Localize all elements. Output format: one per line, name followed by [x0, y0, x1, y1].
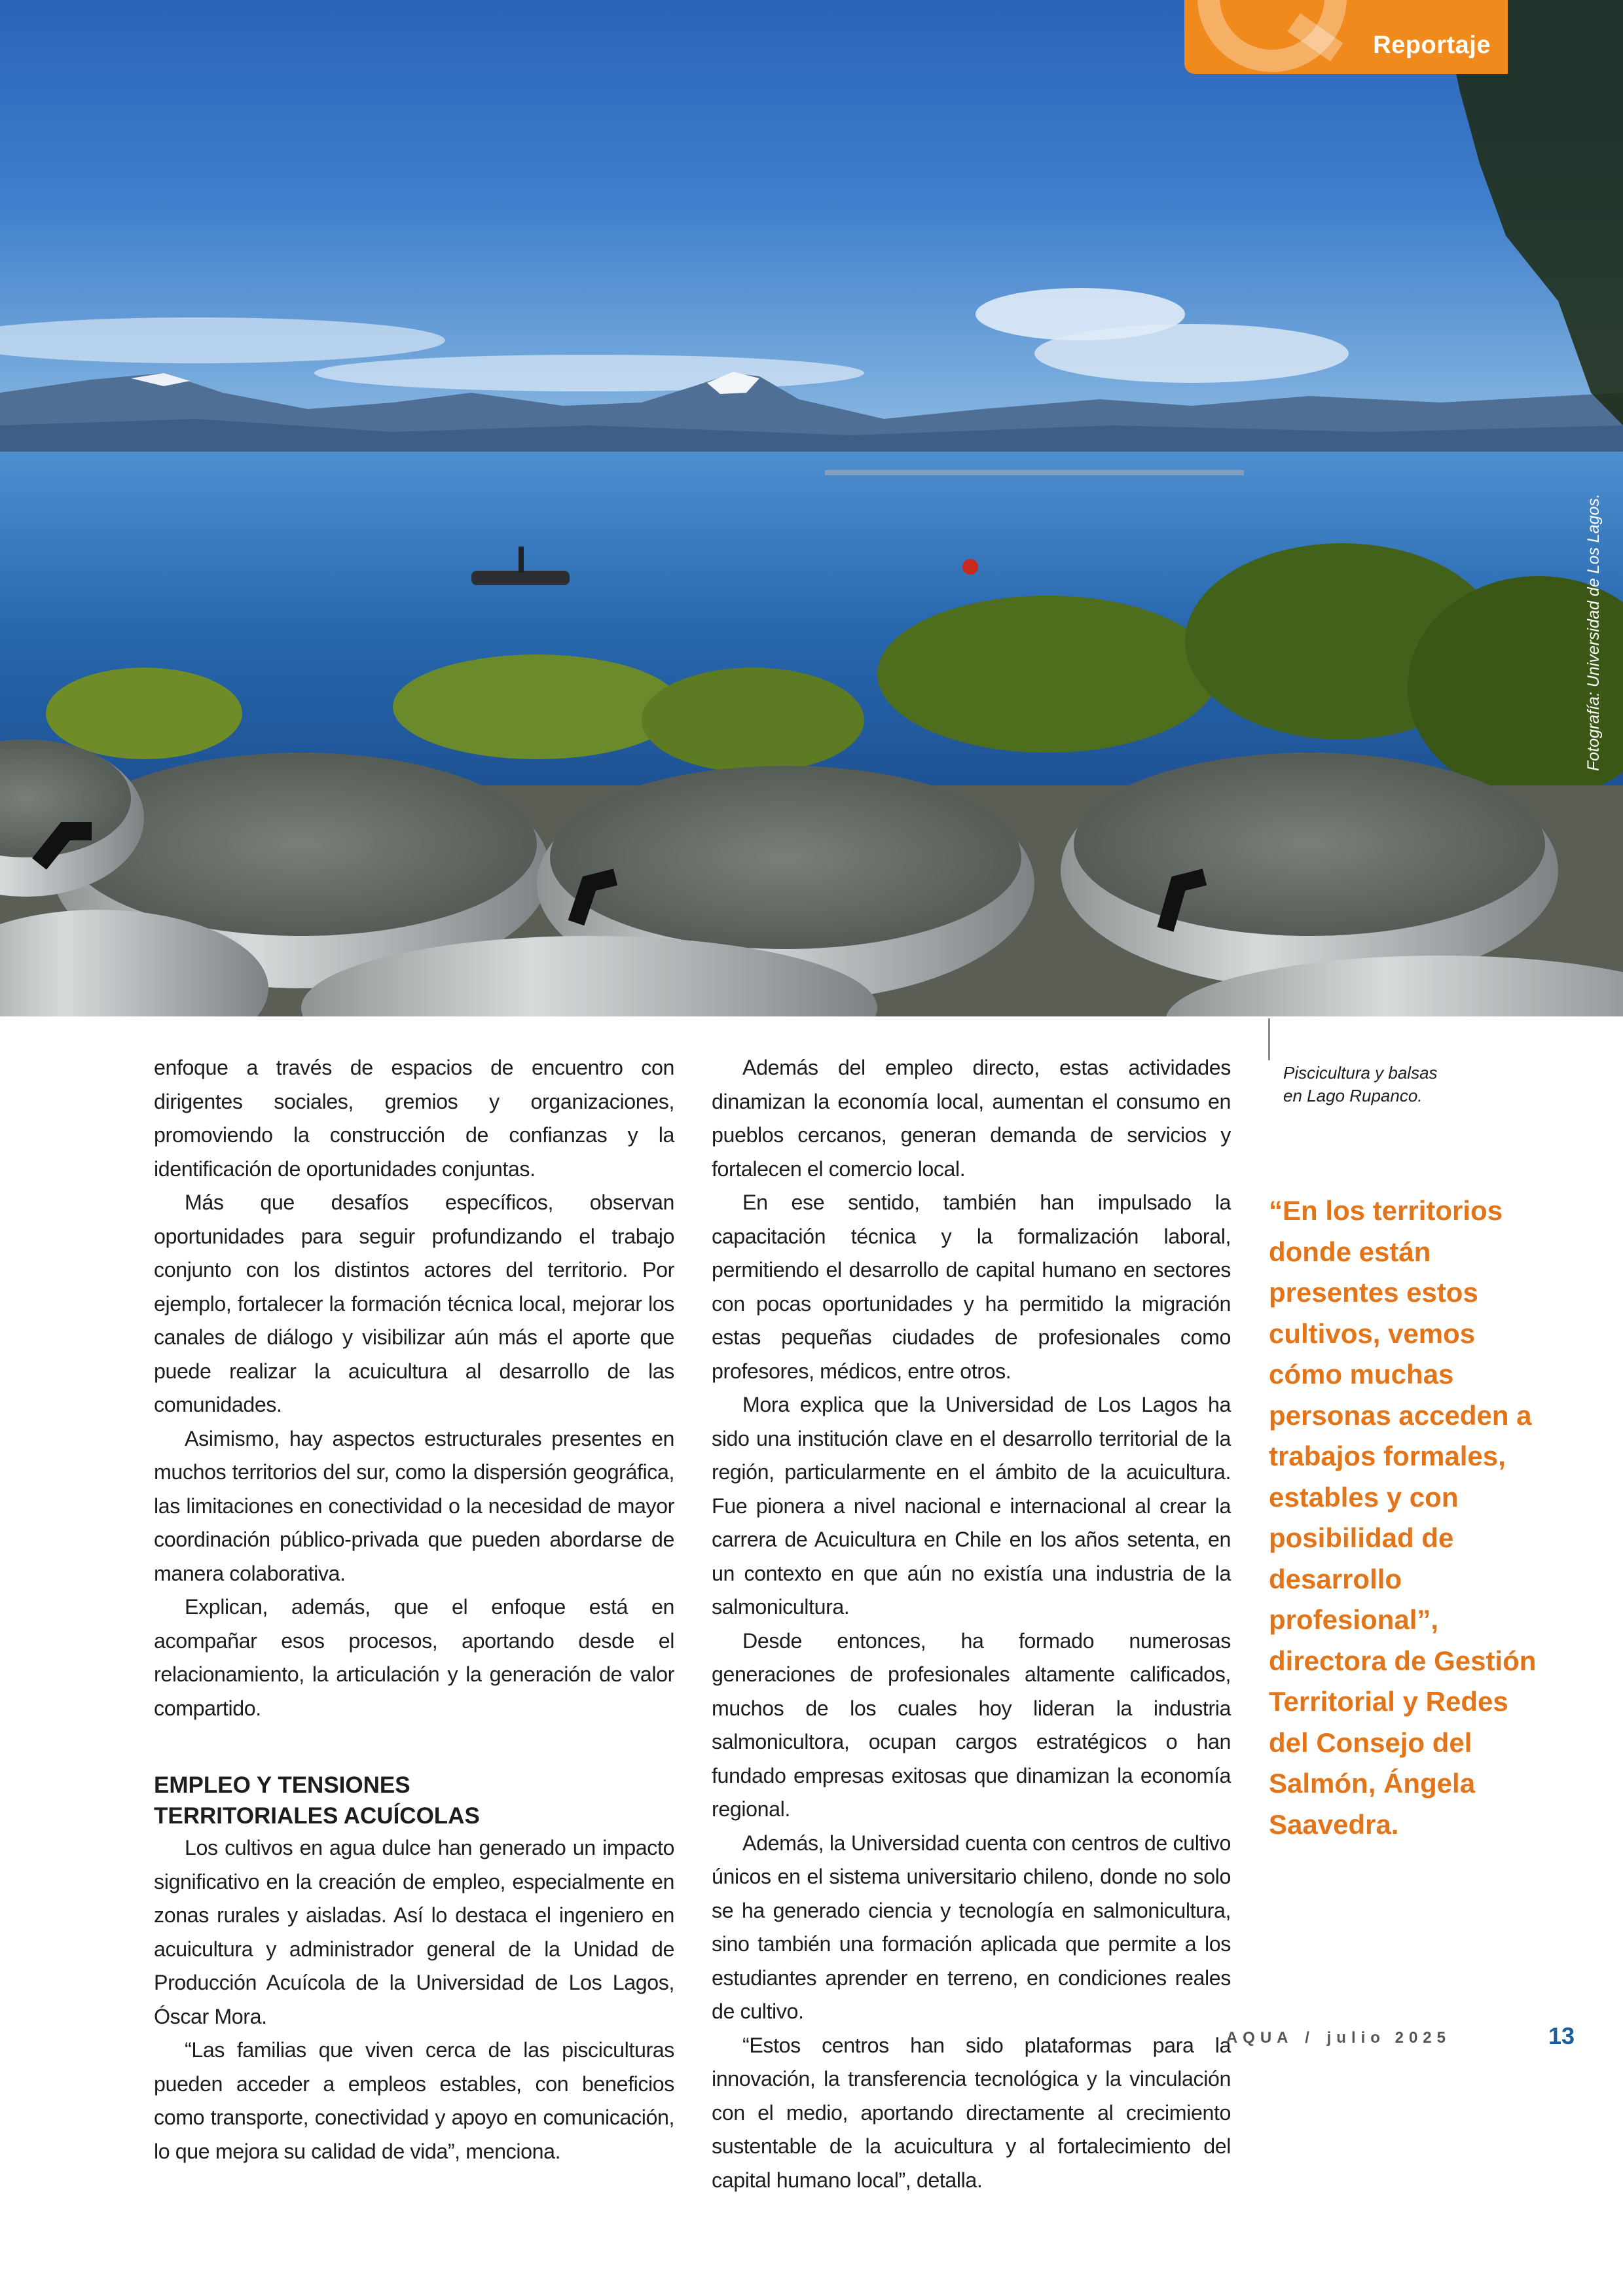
magazine-name: AQUA	[1226, 2029, 1293, 2047]
article-column-2	[712, 1051, 1231, 2197]
magazine-folio	[1226, 2029, 1451, 2047]
hero-photo	[0, 0, 1623, 1016]
section-label: Reportaje	[1373, 31, 1491, 59]
photo-credit: Fotografía: Universidad de Los Lagos.	[1584, 493, 1603, 771]
paragraph: enfoque a través de espacios de encuentro con dirigentes sociales, gremios y organizaciones, promoviendo la construcción de confianzas y la identificación de oportunidades conjuntas.	[154, 1056, 674, 1181]
lake-landscape-illustration	[0, 0, 1623, 1016]
issue-date: julio 2025	[1326, 2029, 1451, 2047]
pull-quote: “En los territorios donde están presentes estos cultivos, vemos cómo muchas personas acceden a trabajos formales, estables y con posibilidad de desarrollo profesional”, directora de Gestión Territorial y Redes del Consejo del Salmón, Ángela Saavedra.	[1269, 1195, 1537, 1840]
page-number: 13	[1548, 2022, 1575, 2049]
subheading-line: EMPLEO Y TENSIONES	[154, 1772, 410, 1798]
paragraph: Mora explica que la Universidad de Los Lagos ha sido una institución clave en el desarrollo territorial de la región, particularmente en el ámbito de la acuicultura. Fue pionera a nivel nacional e internacional al crear la carrera de Acuicultura en Chile en los años setenta, en un contexto en que aún no existía una industria de la salmonicultura.	[712, 1393, 1231, 1619]
article-column-1	[154, 1051, 674, 2168]
photo-caption	[1283, 1062, 1493, 1107]
section-tab	[1184, 0, 1508, 74]
paragraph: Además del empleo directo, estas actividades dinamizan la economía local, aumentan el consumo en pueblos cercanos, generan demanda de servicios y fortalecen el comercio local.	[712, 1056, 1231, 1181]
paragraph: Más que desafíos específicos, observan oportunidades para seguir profundizando el trabajo conjunto con los distintos actores del territorio. Por ejemplo, fortalecer la formación técnica local, mejorar los canales de diálogo y visibilizar aún más el aporte que puede realizar la acuicultura al desarrollo de las comunidades.	[154, 1191, 674, 1416]
paragraph: Los cultivos en agua dulce han generado un impacto significativo en la creación de empleo, especialmente en zonas rurales y aisladas. Así lo destaca el ingeniero en acuicultura y administrador general de la Unidad de Producción Acuícola de la Universidad de Los Lagos, Óscar Mora.	[154, 1836, 674, 2028]
paragraph: “Estos centros han sido plataformas para la innovación, la transferencia tecnológica y la vinculación con el medio, aportando directamente al crecimiento sustentable de la acuicultura y al fortalecimiento del capital humano local”, detalla.	[712, 2033, 1231, 2192]
caption-line: en Lago Rupanco.	[1283, 1086, 1423, 1105]
section-subheading	[154, 1770, 674, 1831]
folio-separator: /	[1305, 2029, 1315, 2047]
paragraph: “Las familias que viven cerca de las pisciculturas pueden acceder a empleos estables, con beneficios como transporte, conectividad y apoyo en comunicación, lo que mejora su calidad de vida”, menciona.	[154, 2038, 674, 2163]
subheading-line: TERRITORIALES ACUÍCOLAS	[154, 1803, 480, 1829]
caption-divider	[1268, 1018, 1270, 1060]
paragraph: Desde entonces, ha formado numerosas generaciones de profesionales altamente calificados, muchos de los cuales hoy lideran la industria salmonicultora, ocupan cargos estratégicos o han fundado empresas exitosas que dinamizan la economía regional.	[712, 1628, 1231, 1821]
paragraph: En ese sentido, también han impulsado la capacitación técnica y la formalización laboral, permitiendo el desarrollo de capital humano en sectores con pocas oportunidades y ha permitido la migración estas pequeñas ciudades de profesionales como profesores, médicos, entre otros.	[712, 1191, 1231, 1383]
paragraph: Asimismo, hay aspectos estructurales presentes en muchos territorios del sur, como la dispersión geográfica, las limitaciones en conectividad o la necesidad de mayor coordinación público-privada que pueden abordarse de manera colaborativa.	[154, 1426, 674, 1585]
paragraph: Explican, además, que el enfoque está en acompañar esos procesos, aportando desde el relacionamiento, la articulación y la generación de valor compartido.	[154, 1595, 674, 1720]
paragraph: Además, la Universidad cuenta con centros de cultivo únicos en el sistema universitario chileno, donde no solo se ha generado ciencia y tecnología en salmonicultura, sino también una formación aplicada que permite a los estudiantes aprender en terreno, en condiciones reales de cultivo.	[712, 1831, 1231, 2023]
caption-line: Piscicultura y balsas	[1283, 1063, 1438, 1083]
